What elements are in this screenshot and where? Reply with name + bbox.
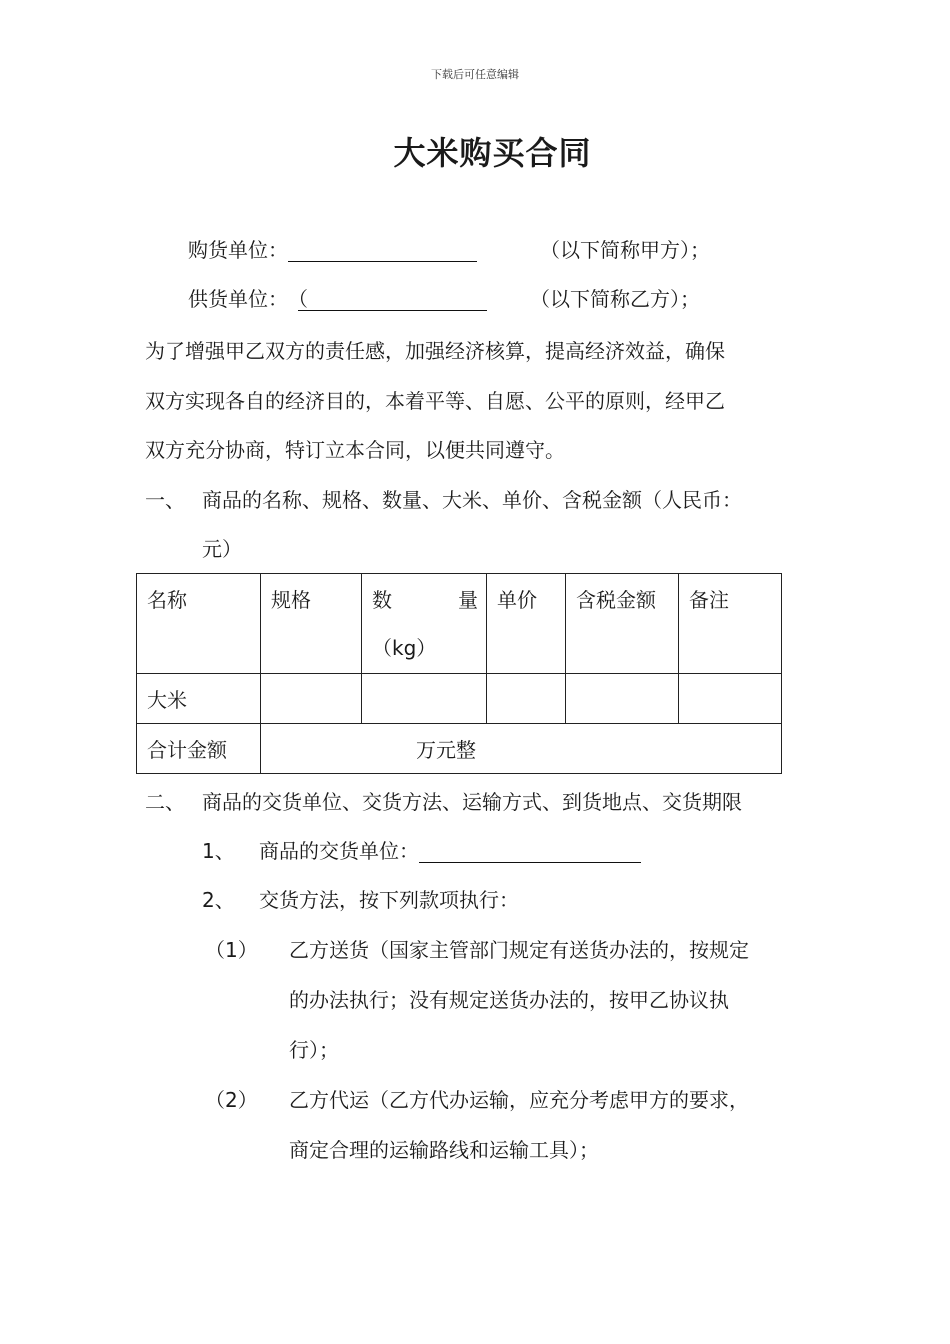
item1-number: 1、	[202, 839, 235, 863]
item2-number: 2、	[202, 888, 235, 912]
sub1-line-1: 乙方送货（国家主管部门规定有送货办法的，按规定	[289, 938, 749, 962]
header-unit-price: 单价	[487, 574, 566, 674]
header-quantity-unit: （kg）	[372, 636, 437, 660]
header-quantity-part2: 量	[458, 588, 478, 612]
seller-line	[188, 287, 487, 311]
section2-text: 商品的交货单位、交货方法、运输方式、到货地点、交货期限	[202, 790, 742, 814]
header-quantity-part1: 数	[372, 588, 392, 612]
sub1-number: （1）	[205, 938, 258, 962]
contract-title: 大米购买合同	[393, 134, 592, 172]
buyer-note: （以下简称甲方）；	[540, 238, 710, 262]
header-quantity	[362, 574, 487, 674]
seller-note: （以下简称乙方）；	[530, 287, 700, 311]
intro-line-1: 为了增强甲乙双方的责任感，加强经济核算，提高经济效益，确保	[145, 339, 725, 363]
seller-label: 供货单位：	[188, 287, 288, 311]
cell-unit-price[interactable]	[487, 674, 566, 724]
intro-line-3: 双方充分协商，特订立本合同，以便共同遵守。	[145, 438, 565, 462]
section2-number: 二、	[145, 790, 185, 814]
table-total-row	[137, 724, 782, 774]
seller-blank[interactable]	[298, 290, 487, 311]
section1-number: 一、	[145, 488, 185, 512]
buyer-line	[188, 238, 477, 262]
sub1-line-2: 的办法执行；没有规定送货办法的，按甲乙协议执	[289, 988, 729, 1012]
item2-text: 交货方法，按下列款项执行：	[259, 888, 519, 912]
sub1-line-3: 行）；	[289, 1038, 339, 1062]
sub2-line-1: 乙方代运（乙方代办运输，应充分考虑甲方的要求，	[289, 1088, 749, 1112]
cell-quantity[interactable]	[362, 674, 487, 724]
cell-spec[interactable]	[261, 674, 362, 724]
seller-prefix: （	[288, 287, 308, 311]
section1-continuation: 元）	[202, 537, 242, 561]
header-remarks: 备注	[679, 574, 782, 674]
cell-remarks[interactable]	[679, 674, 782, 724]
item1-text: 商品的交货单位：	[259, 839, 419, 863]
buyer-label: 购货单位：	[188, 238, 288, 262]
goods-table	[136, 573, 782, 774]
item1-line	[259, 839, 641, 863]
intro-line-2: 双方实现各自的经济目的，本着平等、自愿、公平的原则，经甲乙	[145, 389, 725, 413]
cell-tax-amount[interactable]	[566, 674, 679, 724]
header-note: 下载后可任意编辑	[431, 68, 519, 81]
header-spec: 规格	[261, 574, 362, 674]
section1-text: 商品的名称、规格、数量、大米、单价、含税金额（人民币：	[202, 488, 742, 512]
header-tax-amount: 含税金额	[566, 574, 679, 674]
cell-item-name: 大米	[137, 674, 261, 724]
sub2-line-2: 商定合理的运输路线和运输工具）；	[289, 1138, 599, 1162]
header-name: 名称	[137, 574, 261, 674]
cell-total-value[interactable]: 万元整	[261, 724, 782, 774]
sub2-number: （2）	[205, 1088, 258, 1112]
buyer-blank[interactable]	[288, 241, 477, 262]
table-row	[137, 674, 782, 724]
table-header-row	[137, 574, 782, 674]
cell-total-label: 合计金额	[137, 724, 261, 774]
delivery-unit-blank[interactable]	[419, 842, 641, 863]
